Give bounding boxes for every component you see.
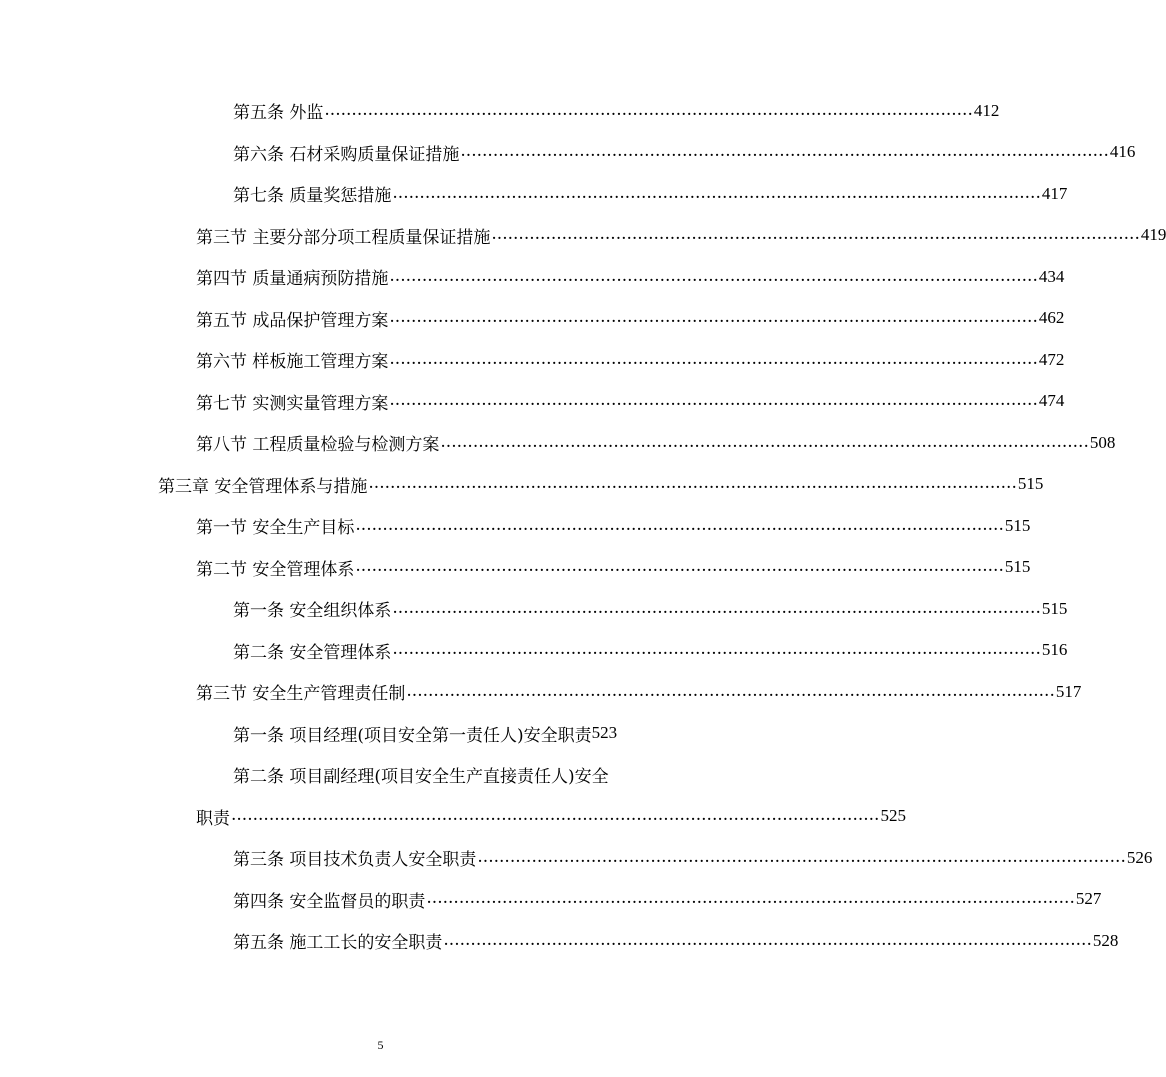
toc-leader-dots: ........................................................................................................................	[477, 846, 1126, 867]
toc-entry[interactable]	[0, 713, 761, 755]
toc-leader-dots: ........................................................................................................................	[406, 680, 1055, 701]
toc-entry-title: 第三节 主要分部分项工程质量保证措施	[196, 227, 491, 248]
toc-entry-title: 第二节 安全管理体系	[196, 559, 355, 580]
toc-entry-page: 515	[1004, 515, 1031, 535]
toc-entry-title: 第四条 安全监督员的职责	[233, 891, 426, 912]
toc-entry[interactable]	[0, 215, 1166, 257]
toc-entry[interactable]	[0, 381, 1065, 423]
toc-entry-page: 508	[1089, 432, 1116, 452]
toc-entry[interactable]	[0, 90, 1000, 132]
toc-entry-title: 第二条 安全管理体系	[233, 642, 392, 663]
toc-entry-page: 462	[1038, 308, 1065, 328]
toc-leader-dots: ........................................................................................................................	[231, 805, 880, 826]
toc-entry-title: 第五节 成品保护管理方案	[196, 310, 389, 331]
toc-entry[interactable]	[0, 505, 1031, 547]
toc-entry[interactable]	[0, 920, 1119, 962]
toc-entry-page: 412	[973, 100, 1000, 120]
toc-entry-page: 434	[1038, 266, 1065, 286]
page-number: 5	[377, 1038, 384, 1052]
toc-entry[interactable]	[0, 298, 1065, 340]
toc-entry[interactable]	[0, 547, 1031, 589]
toc-entry-page: 474	[1038, 391, 1065, 411]
toc-entry[interactable]	[0, 754, 761, 796]
toc-entry-title: 第五条 外监	[233, 103, 324, 124]
toc-entry-title: 第一节 安全生产目标	[196, 518, 355, 539]
toc-entry-page: 515	[1017, 474, 1044, 494]
toc-entry-page: 527	[1075, 889, 1102, 909]
table-of-contents	[0, 90, 1166, 962]
toc-leader-dots: ........................................................................................................................	[389, 307, 1038, 328]
toc-entry-title: 第二条 项目副经理(项目安全生产直接责任人)安全	[233, 767, 609, 788]
toc-entry-page: 517	[1055, 681, 1082, 701]
toc-leader-dots: ........................................................................................................................	[491, 224, 1140, 245]
toc-entry[interactable]	[0, 464, 1044, 506]
toc-entry-title: 第六节 样板施工管理方案	[196, 352, 389, 373]
toc-entry[interactable]	[0, 879, 1102, 921]
toc-entry[interactable]	[0, 256, 1065, 298]
toc-entry-title: 职责	[196, 808, 230, 829]
toc-leader-dots: ........................................................................................................................	[392, 597, 1041, 618]
toc-entry-page: 417	[1041, 183, 1068, 203]
toc-leader-dots: ........................................................................................................................	[389, 265, 1038, 286]
toc-entry[interactable]	[0, 173, 1068, 215]
toc-leader-dots: ........................................................................................................................	[389, 390, 1038, 411]
toc-entry-title: 第一条 项目经理(项目安全第一责任人)安全职责	[233, 725, 592, 746]
toc-entry-title: 第一条 安全组织体系	[233, 601, 392, 622]
toc-entry-title: 第八节 工程质量检验与检测方案	[196, 435, 440, 456]
toc-leader-dots: ........................................................................................................................	[392, 182, 1041, 203]
toc-entry-page: 528	[1092, 930, 1119, 950]
toc-entry-title: 第四节 质量通病预防措施	[196, 269, 389, 290]
toc-entry-page: 523	[591, 723, 618, 743]
toc-leader-dots: ........................................................................................................................	[426, 888, 1075, 909]
toc-leader-dots: ........................................................................................................................	[440, 431, 1089, 452]
toc-entry[interactable]	[0, 630, 1068, 672]
toc-entry-page: 525	[880, 806, 906, 826]
toc-entry-page: 516	[1041, 640, 1068, 660]
toc-entry[interactable]	[0, 796, 906, 838]
toc-entry-page: 515	[1041, 598, 1068, 618]
toc-leader-dots: ........................................................................................................................	[392, 639, 1041, 660]
toc-entry[interactable]	[0, 588, 1068, 630]
toc-leader-dots: ........................................................................................................................	[355, 556, 1004, 577]
toc-entry[interactable]	[0, 837, 1153, 879]
toc-leader-dots: ........................................................................................................................	[389, 348, 1038, 369]
toc-entry-page: 419	[1140, 225, 1166, 245]
toc-leader-dots: ........................................................................................................................	[355, 514, 1004, 535]
toc-entry-title: 第三章 安全管理体系与措施	[158, 476, 368, 497]
toc-entry-page: 472	[1038, 349, 1065, 369]
toc-entry-title: 第三节 安全生产管理责任制	[196, 684, 406, 705]
toc-entry-title: 第七条 质量奖惩措施	[233, 186, 392, 207]
toc-entry-title: 第六条 石材采购质量保证措施	[233, 144, 460, 165]
toc-entry-page: 416	[1109, 142, 1136, 162]
toc-leader-dots: ........................................................................................................................	[368, 473, 1017, 494]
toc-entry-title: 第七节 实测实量管理方案	[196, 393, 389, 414]
toc-entry-page: 526	[1126, 847, 1153, 867]
toc-leader-dots: ........................................................................................................................	[443, 929, 1092, 950]
toc-entry[interactable]	[0, 339, 1065, 381]
toc-leader-dots: ........................................................................................................................	[460, 141, 1109, 162]
toc-entry[interactable]	[0, 422, 1116, 464]
toc-leader-dots: ........................................................................................................................	[324, 99, 973, 120]
toc-entry[interactable]	[0, 132, 1136, 174]
toc-entry-page: 515	[1004, 557, 1031, 577]
toc-entry[interactable]	[0, 671, 1082, 713]
toc-entry-title: 第三条 项目技术负责人安全职责	[233, 850, 477, 871]
toc-entry-title: 第五条 施工工长的安全职责	[233, 933, 443, 954]
